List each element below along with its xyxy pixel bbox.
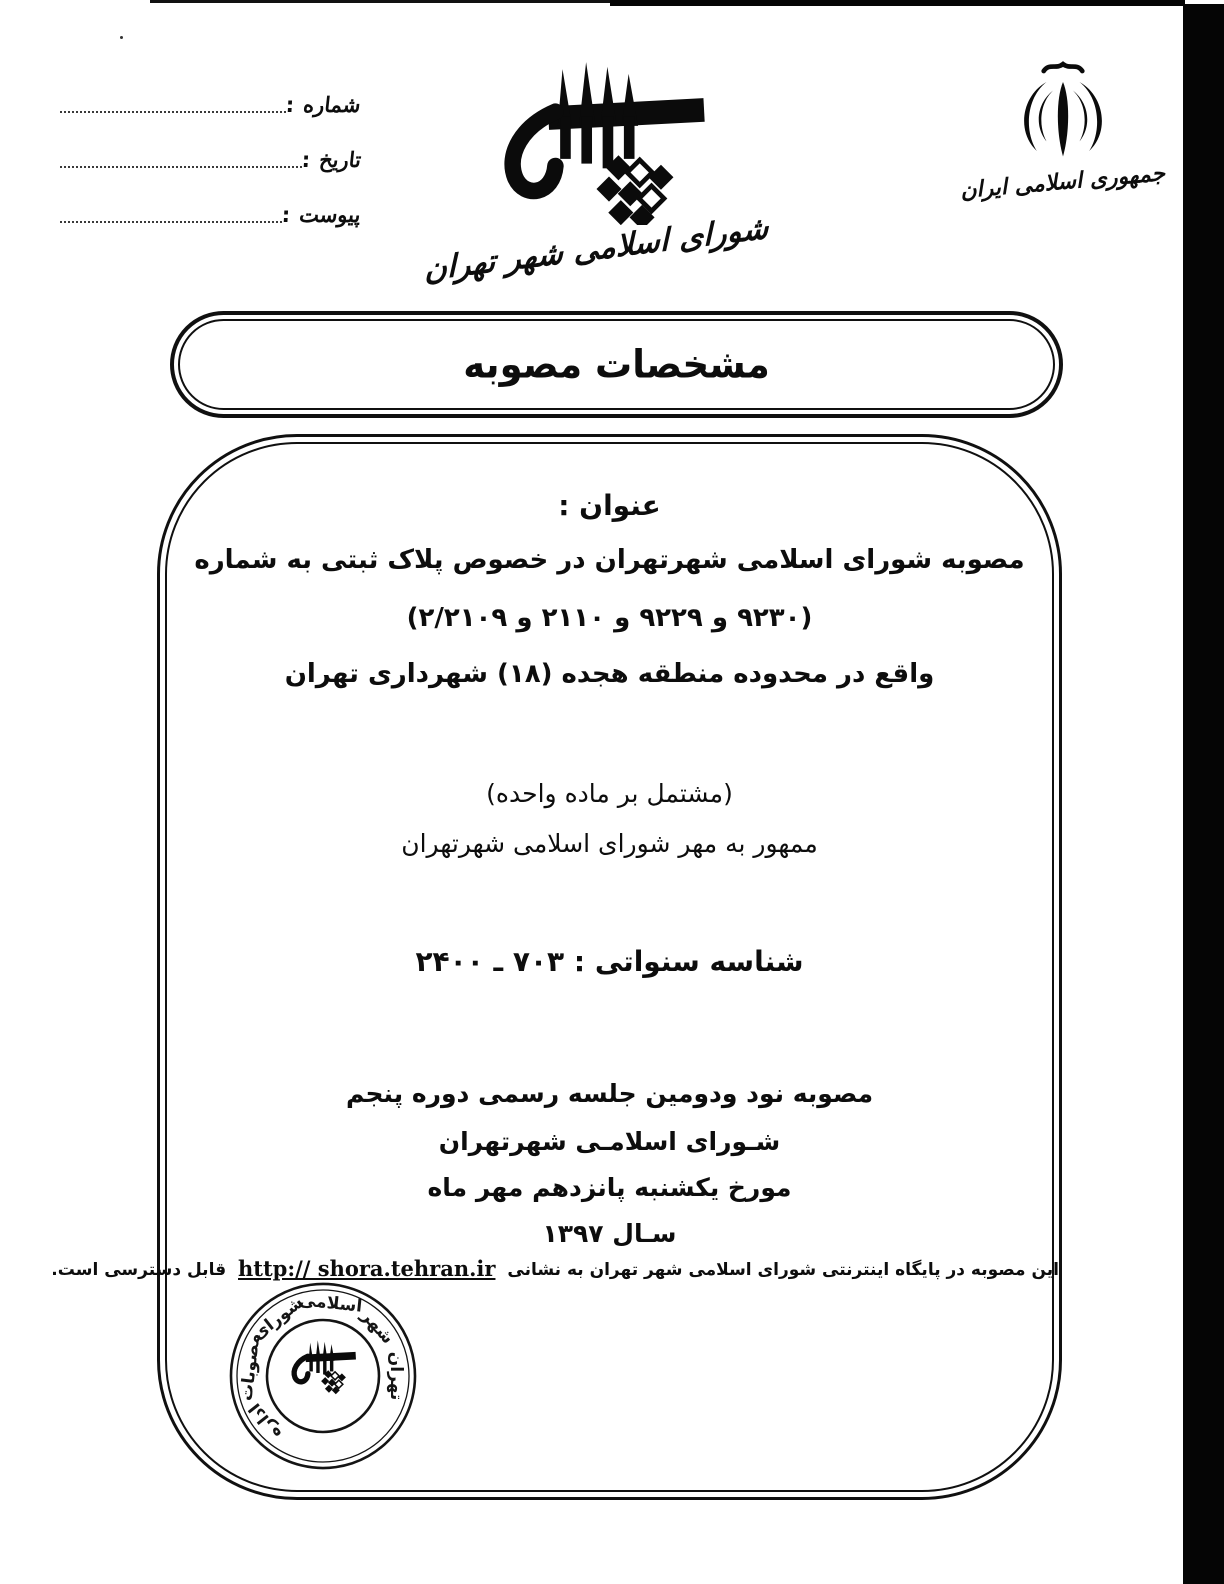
field-number <box>58 78 363 116</box>
stamp-center-logo-icon <box>294 1340 356 1394</box>
stamp-icon <box>223 1276 423 1476</box>
stamp-word: تهران <box>386 1351 406 1401</box>
reference-fields <box>58 78 363 243</box>
council-logo-block <box>424 55 770 289</box>
session-year-line: سـال ۱۳۹۷ <box>542 1219 677 1248</box>
annual-id: شناسه سنواتی : ۷۰۳ ـ ۲۴۰۰ <box>415 945 804 978</box>
emblem-caption: جمهوری اسلامی ایران <box>959 161 1167 204</box>
stamp-word: شهر <box>356 1306 398 1349</box>
date-label: تاریخ : <box>299 148 361 172</box>
stamp-word: اداره <box>245 1398 286 1443</box>
document-section-title: مشخصات مصوبه <box>463 341 770 388</box>
session-line2: شـورای اسلامـی شهرتهران <box>438 1127 781 1156</box>
stamp-word: اسلامی <box>298 1290 364 1317</box>
scan-speck <box>120 36 123 39</box>
resolution-plot-numbers: (۹۲۳۰ و ۹۲۲۹ و ۲۱۱۰ و ۲/۲۱۰۹) <box>406 603 813 633</box>
number-dotted-line <box>60 111 286 113</box>
note-single-article: (مشتمل بر ماده واحده) <box>486 779 733 808</box>
field-attachment <box>58 188 363 226</box>
attachment-dotted-line <box>60 221 282 223</box>
number-label: شماره : <box>284 93 361 117</box>
scan-top-line <box>150 0 610 3</box>
note-sealed: ممهور به مهر شورای اسلامی شهرتهران <box>401 829 818 858</box>
date-dotted-line <box>60 166 302 168</box>
scan-top-line <box>610 0 1185 6</box>
iran-emblem-icon <box>993 60 1133 162</box>
council-office-stamp <box>223 1276 423 1476</box>
iran-emblem-block <box>948 60 1178 204</box>
tehran-council-logo-icon <box>485 55 725 225</box>
footnote-prefix: این مصوبه در پایگاه اینترنتی شورای اسلامی شهر تهران به نشانی <box>507 1260 1059 1280</box>
resolution-title-line3: واقع در محدوده منطقه هجده (۱۸) شهرداری تهران <box>284 659 935 689</box>
field-date <box>58 133 363 171</box>
stamp-word: مصوبات <box>236 1332 265 1402</box>
session-date-line: مورخ یکشنبه پانزدهم مهر ماه <box>427 1173 792 1202</box>
stamp-word: شورای <box>248 1292 308 1345</box>
header-pill-box <box>170 311 1063 418</box>
council-wordmark: شورای اسلامی شهر تهران <box>424 209 770 289</box>
attachment-label: پیوست : <box>280 203 361 227</box>
resolution-title-line1: مصوبه شورای اسلامی شهرتهران در خصوص پلاک ثبتی به شماره <box>194 545 1025 575</box>
footnote-suffix: قابل دسترسی است. <box>51 1260 227 1280</box>
council-website-url: http:// shora.tehran.ir <box>238 1256 496 1281</box>
session-line1: مصوبه نود ودومین جلسه رسمی دوره پنجم <box>345 1079 874 1108</box>
scan-edge-band <box>1183 4 1224 1584</box>
title-label: عنوان : <box>558 489 661 522</box>
header-pill-inner-border <box>178 319 1055 410</box>
